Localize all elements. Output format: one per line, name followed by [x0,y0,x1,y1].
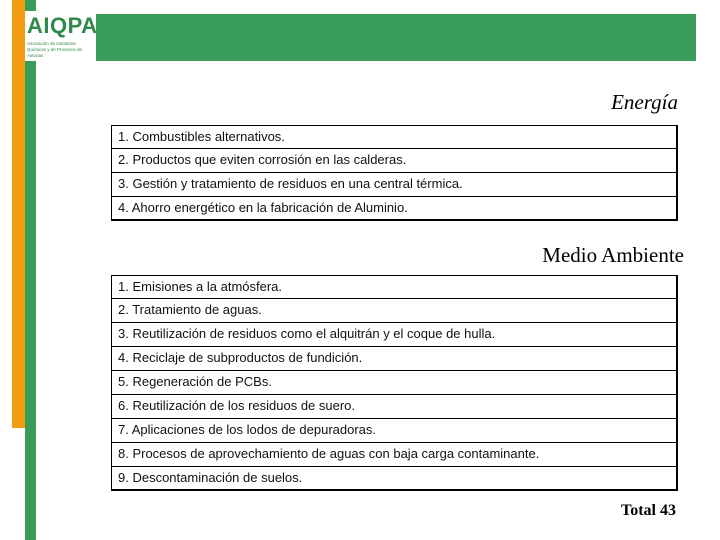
list-item: 1. Emisiones a la atmósfera. [111,275,678,299]
green-accent-bar [25,0,36,540]
energia-title: Energía [611,90,678,114]
list-item: 9. Descontaminación de suelos. [111,467,678,491]
list-item: 2. Tratamiento de aguas. [111,299,678,323]
total-count: Total 43 [621,502,676,519]
logo [25,11,96,61]
list-item: 8. Procesos de aprovechamiento de aguas con baja carga contaminante. [111,443,678,467]
medio-ambiente-list [111,275,678,491]
list-item: 3. Reutilización de residuos como el alquitrán y el coque de hulla. [111,323,678,347]
medio-ambiente-title: Medio Ambiente [542,243,684,267]
list-item: 2. Productos que eviten corrosión en las calderas. [111,149,678,173]
list-item: 6. Reutilización de los residuos de suero. [111,395,678,419]
list-item: 4. Reciclaje de subproductos de fundición. [111,347,678,371]
list-item: 7. Aplicaciones de los lodos de depuradoras. [111,419,678,443]
energia-list [111,125,678,221]
list-item: 4. Ahorro energético en la fabricación de Aluminio. [111,197,678,221]
list-item: 3. Gestión y tratamiento de residuos en una central térmica. [111,173,678,197]
list-item: 1. Combustibles alternativos. [111,125,678,149]
orange-accent-bar [12,0,25,428]
header-banner [96,14,696,61]
logo-text: AIQPA [27,13,98,38]
logo-subtitle: Asociación de Industrias Químicas y de Procesos de Asturias [27,41,83,58]
list-item: 5. Regeneración de PCBs. [111,371,678,395]
